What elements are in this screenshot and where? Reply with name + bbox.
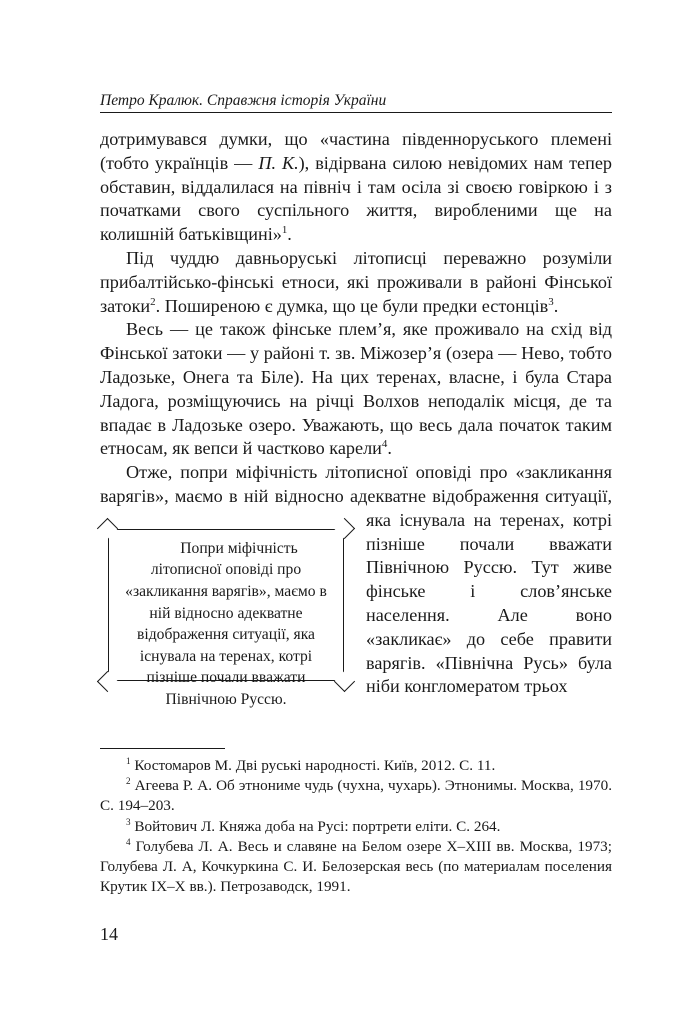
footnote-ref-3[interactable]: 3 — [548, 295, 554, 308]
footnote-ref-4[interactable]: 4 — [381, 438, 388, 451]
footnote-number: 3 — [126, 816, 131, 827]
paragraph-2 — [100, 247, 612, 318]
running-header — [100, 92, 612, 110]
header-divider — [100, 112, 612, 113]
footnote-1 — [100, 756, 612, 776]
footnote-number: 1 — [126, 755, 131, 766]
footnote-4 — [100, 837, 612, 898]
paragraph-2-text-b: . Поширеною є думка, що це були предки естонців — [155, 295, 549, 316]
footnote-ref-1[interactable]: 1 — [281, 224, 288, 237]
pull-quote-box — [108, 529, 344, 708]
footnote-3 — [100, 817, 612, 837]
pull-quote-corner-bottom-left — [97, 671, 118, 692]
paragraph-1-end: . — [287, 224, 292, 245]
pull-quote-wrapper — [100, 519, 352, 708]
main-text — [100, 128, 613, 708]
paragraph-1-text-b: ), відірвана силою невідомих нам тепер обставин, віддалилася на північ і там осіла зі своєю говіркою і з початками свого суспільного життя, виробленими ще на колишній батьківщині» — [100, 152, 613, 245]
paragraph-2-end: . — [553, 295, 559, 316]
footnote-number: 4 — [126, 836, 131, 847]
paragraph-1-text-a: дотримувався думки, що «частина південноруського племені (тобто українців — — [100, 129, 612, 173]
footnote-divider — [100, 748, 225, 749]
page-number: 14 — [100, 924, 118, 944]
paragraph-4-text-b: ситуації, яка існувала на теренах, котрі пізніше почали вважати Північною Руссю. Тут живе фінське і слов’янське населення. Але воно «закликає» до себе правити варягів. «Північна Русь» була ніби конгломератом трьох — [366, 485, 612, 697]
pull-quote-corner-top-right — [334, 518, 355, 539]
paragraph-4-text-a: Отже, попри міфічність літописної оповіді про «закликання варягів», маємо в ній відносно адекватне відображення — [100, 462, 612, 506]
paragraph-2-text-a: Під чуддю давньоруські літописці переважно розуміли прибалтійсько-фінські етноси, які проживали в районі Фінської затоки — [100, 247, 612, 316]
paragraph-3-end: . — [387, 438, 392, 459]
footnote-text: Костомаров М. Дві руські народності. Київ, 2012. С. 11. — [134, 757, 496, 774]
pull-quote-text: Попри міфічність літописної оповіді про «закликання варягів», маємо в ній відносно адекватне відображення ситуації, яка існувала на теренах, котрі пізніше почали вважати Північною Руссю. — [125, 539, 327, 708]
paragraph-3-text: Весь — це також фінське плем’я, яке проживало на схід від Фінської затоки — у районі т. зв. Міжозер’я (озера — Нево, тобто Ладозьке, Онега та Біле). На цих теренах, власне, і була Стара Ладога, розміщуючись на річці Волхов неподалік місця, де та впадає в Ладозьке озеро. Уважають, що весь дала початок таким етносам, як вепси й частково карели — [100, 319, 612, 459]
footnote-ref-2[interactable]: 2 — [150, 295, 156, 308]
author-initials: П. К. — [258, 152, 299, 173]
paragraph-1 — [100, 128, 612, 247]
footnotes — [100, 756, 612, 897]
running-title: Петро Кралюк. Справжня історія України — [100, 92, 387, 109]
footnote-text: Голубева Л. А. Весь и славяне на Белом озере X–XIII вв. Москва, 1973; Голубева Л. А, Кочкуркина С. И. Белозерская весь (по материалам поселения Крутик IX–X вв.). Петрозаводск, 1991. — [100, 837, 612, 896]
footnote-2 — [100, 776, 612, 816]
footnote-text: Войтович Л. Княжа доба на Русі: портрети еліти. С. 264. — [134, 817, 501, 835]
footnote-number: 2 — [126, 776, 131, 787]
footnote-text: Агеева Р. А. Об этнониме чудь (чухна, чухарь). Этнонимы. Москва, 1970. С. 194–203. — [100, 777, 612, 815]
paragraph-4 — [100, 461, 612, 708]
paragraph-3 — [100, 318, 612, 461]
